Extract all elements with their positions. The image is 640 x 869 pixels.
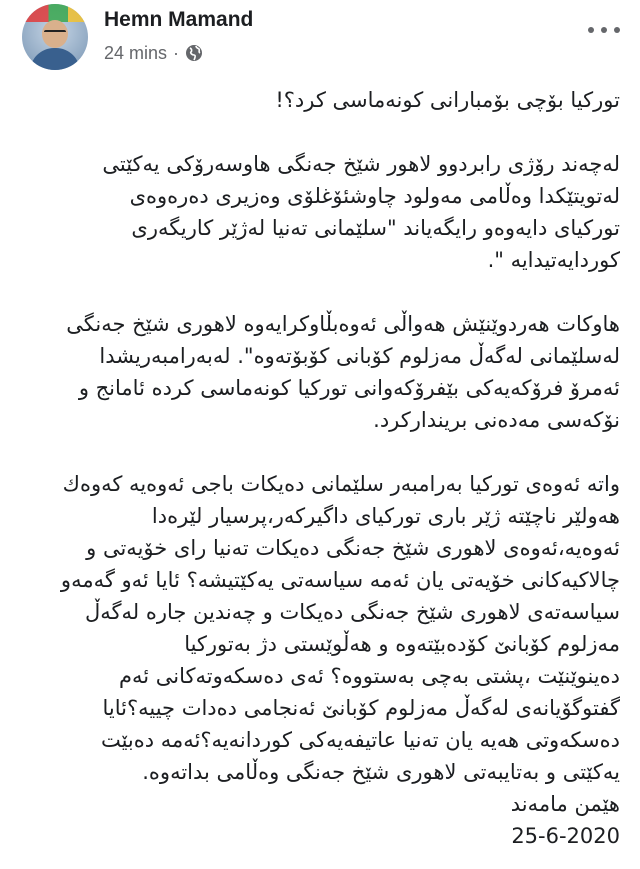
post-text-line: گفتوگۆیانەی لەگەڵ مەزلوم کۆبانێ ئەنجامی دەدات چیيە؟ئایا	[102, 696, 620, 720]
post-paragraph	[0, 468, 620, 788]
post-body	[0, 84, 620, 852]
post-text-line: هاوکات هەردوێنێش هەواڵی ئەوەبڵاوکرایەوە لاهوری شێخ جەنگی	[66, 312, 620, 336]
post-text-line: لەسلێمانی لەگەڵ مەزلوم کۆبانی کۆبۆتەوە". لەبەرامبەریشدا	[99, 344, 620, 368]
post-text-line: لەچەند رۆژی رابردوو لاهور شێخ جەنگی هاوسەرۆکی یەکێتی	[102, 152, 620, 176]
more-dot-icon	[601, 27, 607, 33]
author-name[interactable]: Hemn Mamand	[104, 8, 254, 31]
post-text-line: نۆکەسی مەدەنی بریندارکرد.	[373, 408, 620, 432]
post-meta	[104, 40, 203, 66]
post-text-line: سیاسەتەی لاهوری شێخ جەنگی دەیکات و چەندین جارە لەگەڵ	[84, 600, 620, 624]
more-dot-icon	[614, 27, 620, 33]
post-text-line: یەکێتی و بەتایبەتی لاهوری شێخ جەنگی وەڵامی بداتەوە.	[142, 760, 620, 784]
post-text-line: ئەوەیە،ئەوەی لاهوری شێخ جەنگی دەیکات تەنیا رای خۆیەتی و	[86, 536, 620, 560]
post-paragraph	[0, 148, 620, 276]
post-text-line: هەولێر ناچێتە ژێر باری تورکیای داگیرکەر،پرسیار لێرەدا	[151, 504, 620, 528]
post-text-line: مەزلوم کۆبانێ کۆدەبێتەوە و هەڵوێستی دژ بەتورکیا	[184, 632, 620, 656]
post-text-line: ئەمرۆ فرۆکەیەکی بێفرۆکەوانی تورکیا کونەماسی کردە ئامانج و	[78, 376, 620, 400]
post-time[interactable]: 24 mins	[104, 42, 168, 63]
post-text-line: واتە ئەوەی تورکیا بەرامبەر سلێمانی دەیکات باجی ئەوەیە کەوەك	[62, 472, 620, 496]
avatar[interactable]	[22, 4, 88, 70]
post-text-line: دەینوێنێت ،پشتی بەچی بەستووە؟ ئەی دەسکەوتەکانی ئەم	[119, 664, 620, 688]
avatar-shirt	[30, 48, 80, 70]
post-text-line: چالاکیەکانی خۆیەتی یان ئەمە سیاسەتی یەکێتیشە؟ ئایا ئەو گەمەو	[60, 568, 620, 592]
post-header	[0, 0, 640, 80]
more-options-button[interactable]	[588, 20, 620, 40]
post-text-line: لەتویتێکدا وەڵامی مەولود چاوشئۆغلۆی وەزیری دەرەوەی	[129, 184, 620, 208]
post-signature: هێمن مامەند	[510, 792, 620, 816]
post-text-line: کوردایەتیدایە ".	[487, 248, 620, 272]
post-text-line: تورکیای دایەوەو رایگەیاند "سلێمانی تەنیا لەژێر کاریگەری	[131, 216, 620, 240]
more-dot-icon	[588, 27, 594, 33]
meta-separator: ·	[173, 42, 180, 63]
post-date: 25-6-2020	[511, 824, 620, 848]
post-text-line: تورکیا بۆچی بۆمبارانی کونەماسی کرد؟!	[275, 88, 620, 112]
post-paragraph	[0, 84, 620, 116]
post-text-line: دەسکەوتی هەیە یان تەنیا عاتیفەیەکی کوردانەیە؟ئەمە دەبێت	[100, 728, 620, 752]
post-paragraph	[0, 308, 620, 436]
avatar-glasses	[44, 30, 66, 38]
globe-icon[interactable]	[185, 44, 203, 62]
